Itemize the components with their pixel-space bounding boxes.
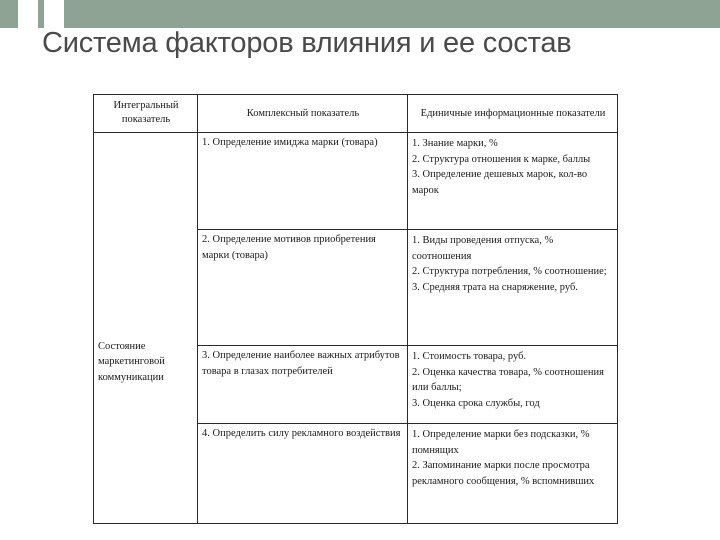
band-notch: [44, 0, 64, 28]
unit-item: 2. Структура отношения к марке, баллы: [412, 153, 591, 165]
unit-item: 3. Оценка срока службы, год: [412, 397, 540, 409]
unit-item: 3. Средняя трата на снаряжение, руб.: [412, 281, 578, 293]
complex-cell: 1. Определение имиджа марки (товара): [198, 133, 408, 230]
units-cell: [408, 133, 618, 230]
table-header-row: [94, 95, 618, 133]
slide-title: Система факторов влияния и ее состав: [42, 27, 572, 59]
integral-cell: Состояние маркетинговой коммуникации: [94, 133, 198, 524]
units-cell: [408, 230, 618, 346]
complex-cell: 4. Определить силу рекламного воздействия: [198, 424, 408, 524]
factors-table: [93, 94, 618, 524]
table-row: [94, 133, 618, 230]
units-cell: [408, 424, 618, 524]
unit-item: 2. Оценка качества товара, % соотношения или баллы;: [412, 366, 604, 393]
header-band: [0, 0, 720, 28]
units-cell: [408, 346, 618, 424]
unit-item: 1. Стоимость товара, руб.: [412, 351, 527, 362]
header-complex: Комплексный показатель: [198, 95, 408, 133]
unit-item: 1. Знание марки, %: [412, 138, 498, 149]
header-units: Единичные информационные показатели: [408, 95, 618, 133]
header-integral: Интегральный показатель: [94, 95, 198, 133]
unit-item: 1. Определение марки без подсказки, % помнящих: [412, 429, 590, 456]
unit-item: 3. Определение дешевых марок, кол-во марок: [412, 169, 588, 196]
band-notch: [18, 0, 38, 28]
unit-item: 2. Запоминание марки после просмотра рекламного сообщения, % вспомнивших: [412, 460, 595, 487]
complex-cell: 2. Определение мотивов приобретения марки (товара): [198, 230, 408, 346]
unit-item: 2. Структура потребления, % соотношение;: [412, 266, 607, 277]
unit-item: 1. Виды проведения отпуска, % соотношения: [412, 235, 554, 262]
complex-cell: 3. Определение наиболее важных атрибутов товара в глазах потребителей: [198, 346, 408, 424]
